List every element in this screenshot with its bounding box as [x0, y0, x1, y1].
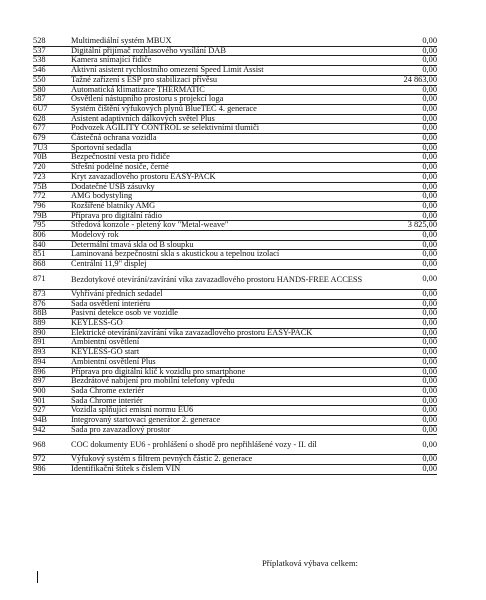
option-price: 0,00 — [377, 425, 437, 435]
option-price: 0,00 — [377, 231, 437, 241]
option-price: 0,00 — [377, 56, 437, 66]
option-description: Systém čištění výfukových plynů BlueTEC 4. generace — [71, 104, 377, 114]
option-description: Vyhřívání předních sedadel — [71, 289, 377, 299]
option-code: 986 — [33, 465, 71, 475]
option-code: 897 — [33, 377, 71, 387]
option-price: 0,00 — [377, 46, 437, 56]
option-price: 0,00 — [377, 406, 437, 416]
option-code: 538 — [33, 56, 71, 66]
option-code: 871 — [33, 269, 71, 289]
option-description: Elektrické otevírání/zavírání víka zavazadlového prostoru EASY-PACK — [71, 328, 377, 338]
option-price: 0,00 — [377, 250, 437, 260]
option-code: 550 — [33, 75, 71, 85]
option-code: 6U7 — [33, 104, 71, 114]
option-code: 893 — [33, 348, 71, 358]
option-description: Středová konzole - pletený kov "Metal-weave" — [71, 221, 377, 231]
option-price: 0,00 — [377, 124, 437, 134]
option-row — [33, 348, 437, 358]
option-price: 0,00 — [377, 299, 437, 309]
option-description: Sada pro zavazadlový prostor — [71, 425, 377, 435]
option-row — [33, 269, 437, 289]
option-price: 0,00 — [377, 328, 437, 338]
option-row — [33, 201, 437, 211]
option-code: 528 — [33, 37, 71, 46]
option-description: KEYLESS-GO start — [71, 348, 377, 358]
option-price: 0,00 — [377, 269, 437, 289]
option-price: 0,00 — [377, 134, 437, 144]
option-code: 873 — [33, 289, 71, 299]
option-code: 942 — [33, 425, 71, 435]
options-table-body — [33, 37, 437, 474]
option-code: 851 — [33, 250, 71, 260]
option-code: 890 — [33, 328, 71, 338]
option-description: Výfukový systém s filtrem pevných částic 2. generace — [71, 455, 377, 465]
option-price: 0,00 — [377, 455, 437, 465]
option-description: Bezpečnostní vesta pro řidiče — [71, 153, 377, 163]
option-row — [33, 318, 437, 328]
option-code: 79B — [33, 211, 71, 221]
option-price: 0,00 — [377, 85, 437, 95]
option-price: 0,00 — [377, 309, 437, 319]
option-price: 0,00 — [377, 396, 437, 406]
option-price: 0,00 — [377, 435, 437, 455]
option-description: Příprava pro digitální klíč k vozidlu pro smartphone — [71, 367, 377, 377]
option-code: 720 — [33, 163, 71, 173]
option-code: 546 — [33, 66, 71, 76]
text-cursor[interactable] — [37, 571, 38, 583]
option-row — [33, 357, 437, 367]
option-row — [33, 465, 437, 475]
option-code: 889 — [33, 318, 71, 328]
option-code: 968 — [33, 435, 71, 455]
option-description: Bezdotykové otevírání/zavírání víka zavazadlového prostoru HANDS-FREE ACCESS — [71, 269, 377, 289]
option-price: 0,00 — [377, 338, 437, 348]
option-price: 0,00 — [377, 240, 437, 250]
option-description: Aktivní asistent rychlostního omezení Speed Limit Assist — [71, 66, 377, 76]
option-description: Kamera snímající řidiče — [71, 56, 377, 66]
option-price: 0,00 — [377, 211, 437, 221]
option-code: 795 — [33, 221, 71, 231]
option-description: Modelový rok — [71, 231, 377, 241]
option-code: 628 — [33, 114, 71, 124]
option-description: Sada osvětlení interiéru — [71, 299, 377, 309]
option-row — [33, 289, 437, 299]
option-price: 0,00 — [377, 182, 437, 192]
option-code: 772 — [33, 192, 71, 202]
option-description: Bezdrátové nabíjení pro mobilní telefony vpředu — [71, 377, 377, 387]
option-price: 0,00 — [377, 416, 437, 426]
option-code: 900 — [33, 386, 71, 396]
option-price: 0,00 — [377, 289, 437, 299]
option-code: 806 — [33, 231, 71, 241]
option-code: 927 — [33, 406, 71, 416]
option-code: 7U3 — [33, 143, 71, 153]
option-code: 840 — [33, 240, 71, 250]
option-description: Sportovní sedadla — [71, 143, 377, 153]
option-description: Ambientní osvětlení Plus — [71, 357, 377, 367]
option-description: Integrovaný startovací generátor 2. generace — [71, 416, 377, 426]
option-description: Osvětlení nástupního prostoru s projekcí loga — [71, 95, 377, 105]
option-row — [33, 172, 437, 182]
options-total-label: Příplatková výbava celkem: — [262, 558, 358, 568]
option-description: AMG bodystyling — [71, 192, 377, 202]
option-code: 723 — [33, 172, 71, 182]
option-code: 901 — [33, 396, 71, 406]
option-price: 0,00 — [377, 377, 437, 387]
option-price: 0,00 — [377, 465, 437, 475]
option-row — [33, 66, 437, 76]
option-price: 24 863,00 — [377, 75, 437, 85]
option-row — [33, 416, 437, 426]
option-description: Tažné zařízení s ESP pro stabilizaci přívěsu — [71, 75, 377, 85]
option-price: 0,00 — [377, 367, 437, 377]
option-description: Pasivní detekce osob ve vozidle — [71, 309, 377, 319]
option-price: 0,00 — [377, 66, 437, 76]
option-description: COC dokumenty EU6 - prohlášení o shodě pro nepřihlášené vozy - II. díl — [71, 435, 377, 455]
option-description: Ambientní osvětlení — [71, 338, 377, 348]
option-row — [33, 231, 437, 241]
option-price: 0,00 — [377, 386, 437, 396]
option-row — [33, 95, 437, 105]
option-description: Střešní podélné nosiče, černé — [71, 163, 377, 173]
option-price: 0,00 — [377, 163, 437, 173]
option-row — [33, 163, 437, 173]
option-description: Automatická klimatizace THERMATIC — [71, 85, 377, 95]
option-description: KEYLESS-GO — [71, 318, 377, 328]
option-price: 0,00 — [377, 37, 437, 46]
option-description: Rozšířené blatníky AMG — [71, 201, 377, 211]
option-price: 0,00 — [377, 143, 437, 153]
option-code: 891 — [33, 338, 71, 348]
option-description: Sada Chrome exteriér — [71, 386, 377, 396]
option-row — [33, 435, 437, 455]
option-description: Centrální 11,9" displej — [71, 260, 377, 270]
option-code: 796 — [33, 201, 71, 211]
option-description: Sada Chrome interiér — [71, 396, 377, 406]
options-table — [33, 37, 437, 475]
option-code: 88B — [33, 309, 71, 319]
option-row — [33, 75, 437, 85]
option-code: 580 — [33, 85, 71, 95]
option-price: 3 825,00 — [377, 221, 437, 231]
option-row — [33, 377, 437, 387]
option-description: Identifikační štítek s číslem VIN — [71, 465, 377, 475]
option-price: 0,00 — [377, 114, 437, 124]
option-price: 0,00 — [377, 153, 437, 163]
option-description: Vozidla splňující emisní normu EU6 — [71, 406, 377, 416]
option-description: Podvozek AGILITY CONTROL se selektivními tlumiči — [71, 124, 377, 134]
option-row — [33, 134, 437, 144]
option-description: Multimediální systém MBUX — [71, 37, 377, 46]
option-row — [33, 260, 437, 270]
option-code: 70B — [33, 153, 71, 163]
option-code: 876 — [33, 299, 71, 309]
option-price: 0,00 — [377, 348, 437, 358]
option-price: 0,00 — [377, 172, 437, 182]
option-price: 0,00 — [377, 192, 437, 202]
option-price: 0,00 — [377, 318, 437, 328]
option-code: 972 — [33, 455, 71, 465]
option-code: 75B — [33, 182, 71, 192]
option-description: Determální tmavá skla od B sloupku — [71, 240, 377, 250]
option-code: 94B — [33, 416, 71, 426]
option-price: 0,00 — [377, 260, 437, 270]
option-description: Digitální přijímač rozhlasového vysílání DAB — [71, 46, 377, 56]
option-description: Částečná ochrana vozidla — [71, 134, 377, 144]
option-price: 0,00 — [377, 104, 437, 114]
option-price: 0,00 — [377, 95, 437, 105]
option-row — [33, 425, 437, 435]
option-description: Kryt zavazadlového prostoru EASY-PACK — [71, 172, 377, 182]
option-description: Dodatečné USB zásuvky — [71, 182, 377, 192]
option-code: 587 — [33, 95, 71, 105]
option-description: Asistent adaptivních dálkových světel Plus — [71, 114, 377, 124]
option-code: 868 — [33, 260, 71, 270]
option-code: 896 — [33, 367, 71, 377]
option-code: 894 — [33, 357, 71, 367]
option-description: Laminovaná bezpečnostní skla s akustickou a tepelnou izolací — [71, 250, 377, 260]
option-row — [33, 104, 437, 114]
option-description: Příprava pro digitální rádio — [71, 211, 377, 221]
option-row — [33, 386, 437, 396]
option-row — [33, 192, 437, 202]
option-code: 537 — [33, 46, 71, 56]
option-row — [33, 37, 437, 46]
option-price: 0,00 — [377, 357, 437, 367]
option-code: 677 — [33, 124, 71, 134]
option-code: 679 — [33, 134, 71, 144]
options-list — [33, 37, 437, 475]
option-price: 0,00 — [377, 201, 437, 211]
